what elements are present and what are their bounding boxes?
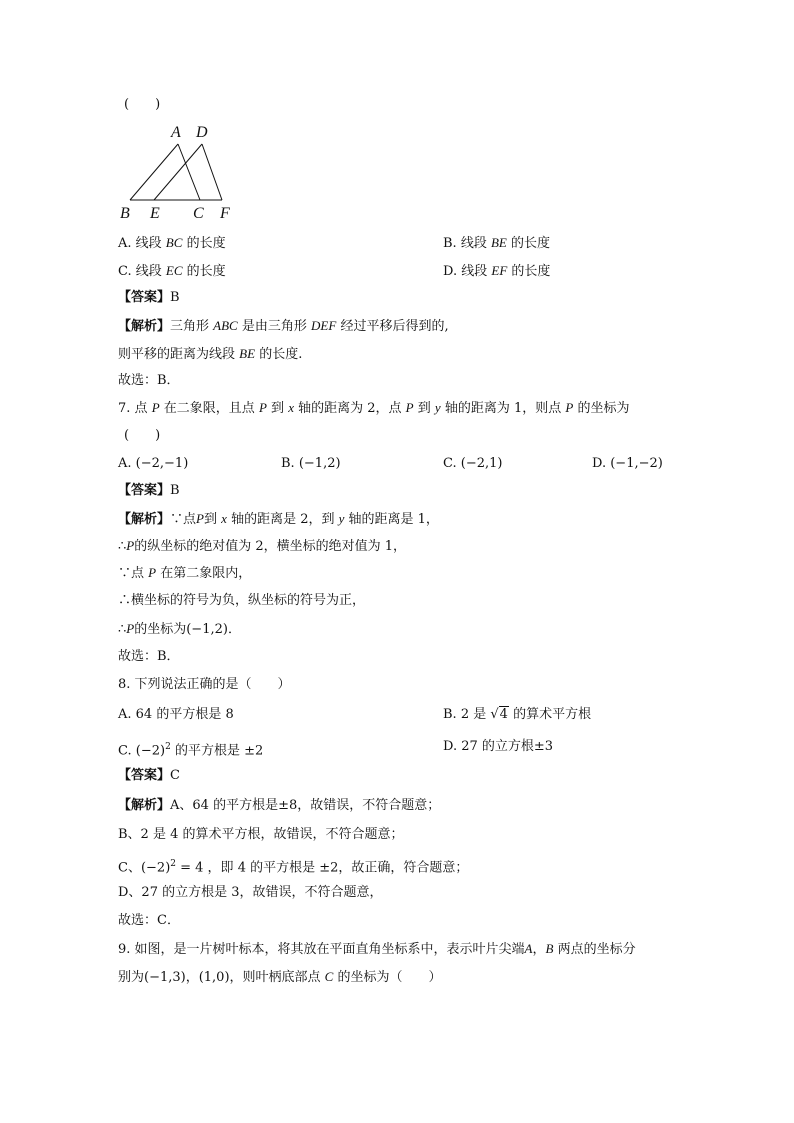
label-F: F — [220, 205, 230, 220]
q8-analysis-2: B、2 是 4 的算术平方根，故错误，不符合题意； — [118, 827, 404, 842]
q8-option-c: C. $(-2)^2$ 的平方根是 ±2 — [118, 742, 264, 759]
q7-option-a: A. (−2,−1) — [118, 456, 189, 471]
q6-paren: ( ) — [124, 97, 161, 112]
label-E: E — [150, 205, 160, 220]
q7-analysis-5: ∴P的坐标为(−1,2)． — [118, 621, 241, 637]
q6-answer: 【答案】B — [118, 290, 180, 305]
q9-stem-2: 别为(−1,3)，(1,0)，则叶柄底部点 C 的坐标为（ ） — [118, 969, 442, 985]
q8-analysis-3: C、$(-2)^2 = 4$ ，即 4 的平方根是 ±2，故正确，符合题意； — [118, 859, 469, 876]
q6-option-b: B. 线段 BE 的长度 — [443, 235, 551, 251]
label-B: B — [120, 205, 130, 220]
q7-option-d: D. (−1,−2) — [592, 456, 663, 471]
q9-stem-1: 9. 如图，是一片树叶标本，将其放在平面直角坐标系中，表示叶片尖端A，B 两点的坐标分 — [118, 941, 636, 957]
q7-stem: 7. 点 P 在二象限，且点 P 到 x 轴的距离为 2，点 P 到 y 轴的距离为 1，则点 P 的坐标为 — [118, 400, 630, 416]
q7-paren: ( ) — [124, 428, 161, 443]
q8-option-b: B. 2 是 √4 的算术平方根 — [443, 707, 592, 722]
label-A: A — [171, 124, 181, 141]
q6-option-c: C. 线段 EC 的长度 — [118, 263, 226, 279]
q6-option-d: D. 线段 EF 的长度 — [443, 263, 551, 279]
q7-analysis-1: 【解析】∵点P到 x 轴的距离是 2，到 y 轴的距离是 1， — [118, 511, 439, 527]
q8-answer: 【答案】C — [118, 768, 180, 783]
q6-analysis-1: 【解析】三角形 ABC 是由三角形 DEF 经过平移后得到的, — [118, 318, 449, 334]
q6-option-a: A. 线段 BC 的长度 — [118, 235, 226, 251]
q6-analysis-2: 则平移的距离为线段 BE 的长度. — [118, 346, 303, 362]
q8-analysis-1: 【解析】A、64 的平方根是±8，故错误，不符合题意； — [118, 798, 441, 813]
triangle-def — [154, 144, 222, 200]
sqrt-symbol: √ — [490, 707, 499, 722]
q7-analysis-2: ∴P的纵坐标的绝对值为 2，横坐标的绝对值为 1， — [118, 538, 407, 554]
q8-option-d: D. 27 的立方根±3 — [443, 739, 554, 754]
triangle-abc — [130, 144, 200, 200]
q6-triangle-figure — [116, 120, 256, 220]
q8-stem: 8. 下列说法正确的是（ ） — [118, 677, 291, 692]
q8-analysis-4: D、27 的立方根是 3，故错误，不符合题意， — [118, 885, 383, 900]
q7-analysis-3: ∵点 P 在第二象限内， — [118, 565, 252, 581]
q8-option-a: A. 64 的平方根是 8 — [118, 707, 234, 722]
q7-conclusion: 故选：B． — [118, 649, 180, 664]
q6-conclusion: 故选：B． — [118, 373, 180, 388]
q8-conclusion: 故选：C． — [118, 913, 180, 928]
q7-option-c: C. (−2,1) — [443, 456, 503, 471]
label-D: D — [196, 124, 208, 141]
q7-option-b: B. (−1,2) — [281, 456, 341, 471]
q7-answer: 【答案】B — [118, 483, 180, 498]
label-C: C — [193, 205, 204, 220]
q7-analysis-4: ∴横坐标的符号为负，纵坐标的符号为正， — [118, 593, 366, 608]
